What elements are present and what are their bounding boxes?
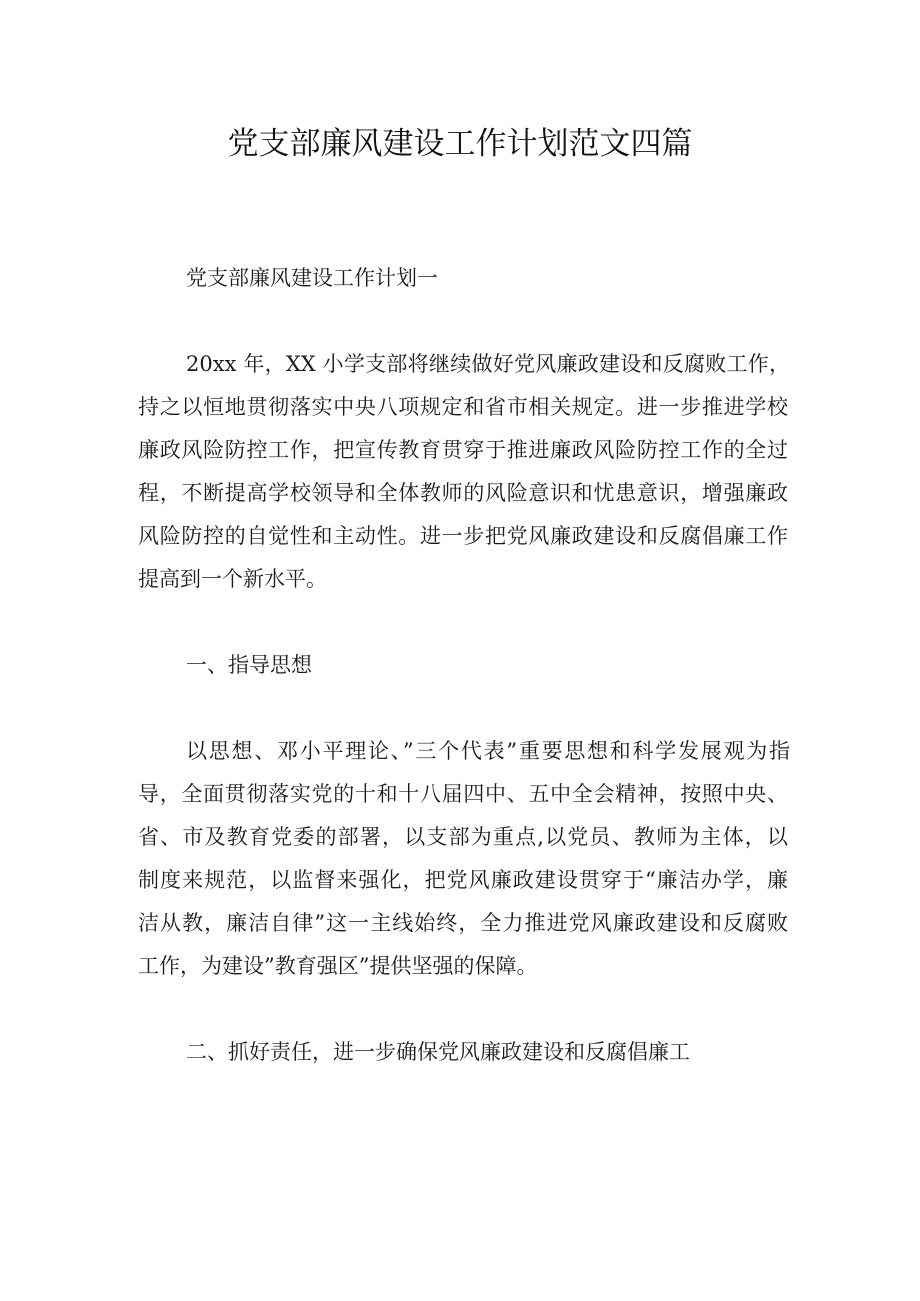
heading-guiding-ideology: 一、指导思想 xyxy=(186,653,312,677)
section-heading: 党支部廉风建设工作计划一 xyxy=(186,266,438,290)
paragraph-2-line: 工作，为建设”教育强区”提供坚强的保障。 xyxy=(138,954,538,978)
paragraph-2-line: 洁从教，廉洁自律”这一主线始终，全力推进党风廉政建设和反腐败 xyxy=(138,911,788,935)
paragraph-2-line: 以思想、邓小平理论、”三个代表”重要思想和科学发展观为指 xyxy=(186,739,790,763)
paragraph-1-line: 持之以恒地贯彻落实中央八项规定和省市相关规定。进一步推进学校 xyxy=(138,395,788,419)
paragraph-2-line: 制度来规范，以监督来强化，把党风廉政建设贯穿于“廉洁办学，廉 xyxy=(138,868,788,892)
paragraph-2-line: 省、市及教育党委的部署，以支部为重点,以党员、教师为主体，以 xyxy=(138,825,788,849)
paragraph-1-line: 程，不断提高学校领导和全体教师的风险意识和忧患意识，增强廉政 xyxy=(138,481,788,505)
paragraph-1-line: 20xx 年，XX 小学支部将继续做好党风廉政建设和反腐败工作， xyxy=(186,352,790,376)
heading-responsibility: 二、抓好责任，进一步确保党风廉政建设和反腐倡廉工 xyxy=(186,1040,690,1064)
document-title: 党支部廉风建设工作计划范文四篇 xyxy=(227,126,693,162)
paragraph-1-line: 廉政风险防控工作，把宣传教育贯穿于推进廉政风险防控工作的全过 xyxy=(138,438,788,462)
paragraph-1-line: 风险防控的自觉性和主动性。进一步把党风廉政建设和反腐倡廉工作 xyxy=(138,524,788,548)
paragraph-1-line: 提高到一个新水平。 xyxy=(138,567,327,591)
paragraph-2-line: 导，全面贯彻落实党的十和十八届四中、五中全会精神，按照中央、 xyxy=(138,782,788,806)
